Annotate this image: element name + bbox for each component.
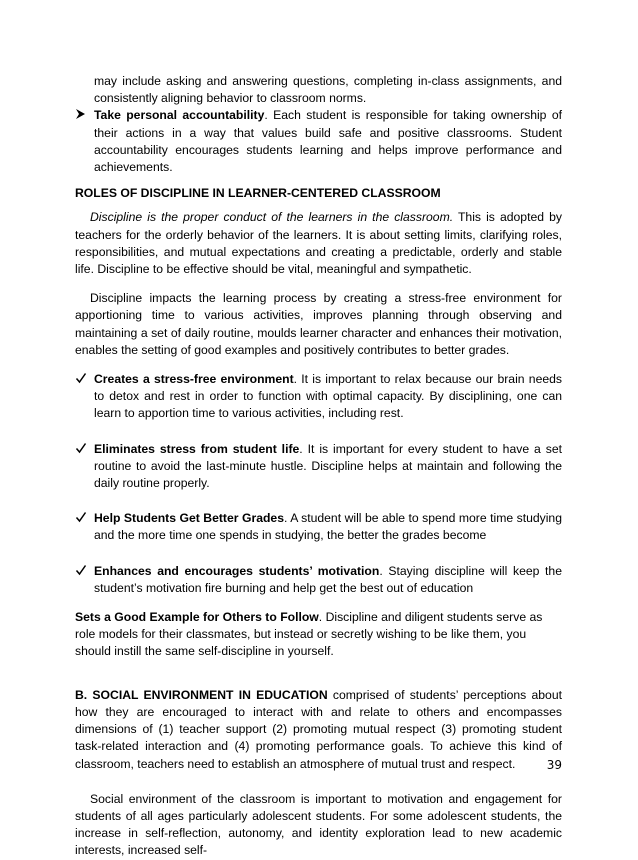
bullet-accountability [75, 107, 562, 176]
roles-heading: ROLES OF DISCIPLINE IN LEARNER-CENTERED CLASSROOM [75, 186, 441, 201]
checkmark-icon [75, 510, 91, 524]
check-item [75, 371, 562, 423]
paragraph-social-importance: Social environment of the classroom is important to motivation and engagement for students of all ages particularly adolescent students. For some adolescent students, the increase in self-reflection, autonomy, and identity exploration lead to new academic interests, increased self- [75, 791, 562, 858]
check-item-title: Creates a stress-free environment [94, 372, 294, 387]
check-item [75, 510, 562, 544]
check-item [75, 563, 562, 597]
checkmark-icon [75, 371, 91, 385]
accountability-title: Take personal accountability [94, 108, 265, 123]
definition-italic: Discipline is the proper conduct of the learners in the classroom. [90, 210, 454, 225]
paragraph-social-environment [75, 687, 562, 773]
accountability-text: . Each student is responsible for taking ownership of their actions in a way that values build safe and positive classrooms. Student accountability encourages students learning and helps improve performance and achievements. [94, 108, 562, 175]
checkmark-icon [75, 563, 91, 577]
checkmark-icon [75, 441, 91, 455]
example-title: Sets a Good Example for Others to Follow [75, 610, 319, 625]
check-item-text: . Staying discipline will keep the student’s motivation fire burning and help get the best out of education [94, 563, 562, 595]
page-number: 39 [546, 758, 562, 772]
check-item-text: . A student will be able to spend more time studying and the more time one spends in studying, the better the grades become [94, 511, 562, 543]
paragraph-discipline-definition [75, 209, 562, 278]
arrow-bullet-icon [75, 107, 91, 121]
paragraph-discipline-impact: Discipline impacts the learning process by creating a stress-free environment for apportioning time to various activities, improves planning through observing and maintaining a set of daily routine, moulds learner character and enhances their motivation, enables the setting of good examples and positively contributes to better grades. [75, 291, 562, 357]
check-item-text: . It is important to relax because our brain needs to detox and rest in order to function with optimal capacity. By disciplining, one can learn to apportion time to various activities, including rest. [94, 372, 562, 421]
example-text: . Discipline and diligent students serve as role models for their classmates, but instead or secretly wishing to be like them, you should instill the same self-discipline in yourself. [75, 610, 543, 659]
check-item-title: Enhances and encourages students’ motivation [94, 563, 380, 578]
continuation-text: may include asking and answering questions, completing in-class assignments, and consistently aligning behavior to classroom norms. [94, 74, 562, 106]
social-title: B. SOCIAL ENVIRONMENT IN EDUCATION [75, 687, 328, 702]
paragraph-good-example [75, 609, 562, 661]
check-item [75, 441, 562, 493]
check-item-title: Help Students Get Better Grades [94, 511, 284, 526]
definition-text: This is adopted by teachers for the orderly behavior of the learners. It is about setting limits, clarifying roles, responsibilities, and mutual expectations and creating a predictable, orderly and stable life. Discipline to be effective should be vital, meaningful and sympathetic. [75, 210, 562, 277]
check-item-title: Eliminates stress from student life [94, 441, 300, 456]
check-item-text: . It is important for every student to have a set routine to avoid the last-minute hustle. Discipline helps at maintain and following the daily routine properly. [94, 441, 562, 491]
social-text: comprised of students’ perceptions about how they are encouraged to interact with and relate to others and encompasses dimensions of (1) teacher support (2) promoting mutual respect (3) promoting student task-related interaction and (4) promoting performance goals. To achieve this kind of classroom, teachers need to establish an atmosphere of mutual trust and respect. [75, 687, 562, 771]
